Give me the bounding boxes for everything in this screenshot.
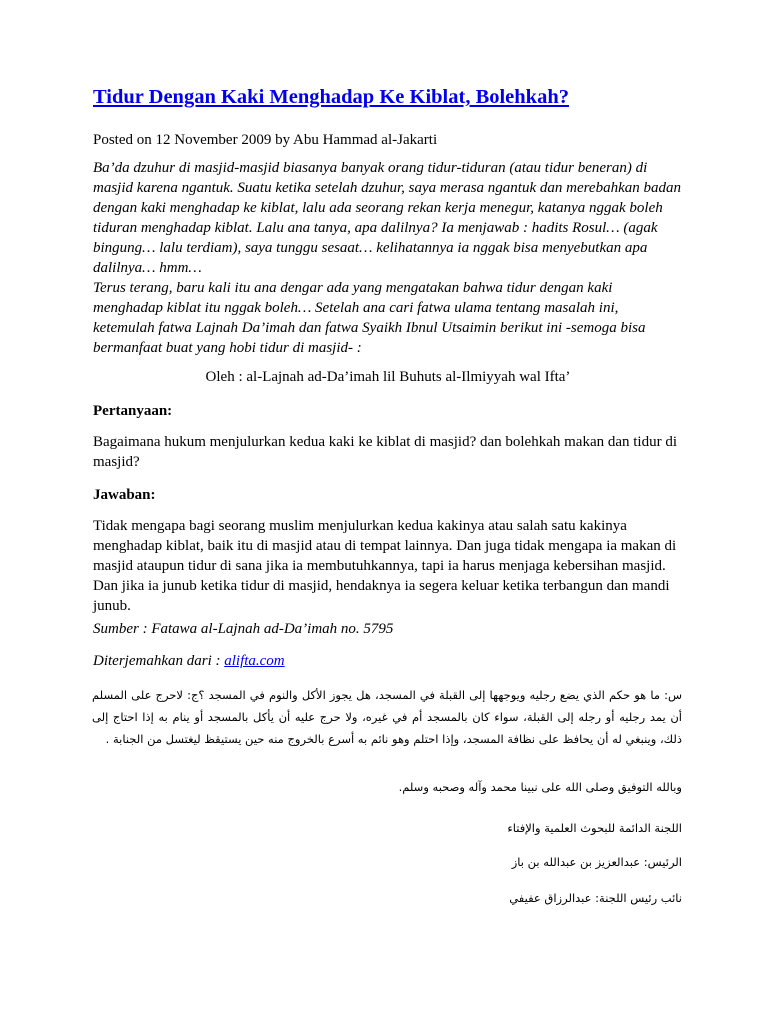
alifta-link[interactable]: alifta.com — [224, 653, 285, 669]
question-text: Bagaimana hukum menjulurkan kedua kaki ke kiblat di masjid? dan bolehkah makan dan tidur di masjid? — [93, 434, 678, 470]
arabic-committee-name: اللجنة الدائمة للبحوث العلمية والإفتاء — [507, 821, 682, 835]
intro-paragraph-2: Terus terang, baru kali itu ana dengar ada yang mengatakan bahwa tidur dengan kaki menghadap kiblat itu nggak boleh… Setelah ana cari fatwa ulama tentang masalah ini, ketemulah fatwa Lajnah Da’imah dan fatwa Syaikh Ibnul Utsaimin berikut ini -semoga bisa bermanfaat buat yang hobi tidur di masjid- : — [93, 280, 646, 356]
translated-from-label: Diterjemahkan dari : — [93, 653, 225, 669]
fatwa-credit: Oleh : al-Lajnah ad-Da’imah lil Buhuts al-Ilmiyyah wal Ifta’ — [205, 369, 571, 385]
question-heading: Pertanyaan: — [93, 403, 173, 419]
arabic-chairman: الرئيس: عبدالعزيز بن عبدالله بن باز — [511, 855, 682, 869]
post-meta: Posted on 12 November 2009 by Abu Hammad al-Jakarti — [93, 132, 438, 148]
translated-from-line — [93, 651, 683, 671]
answer-text: Tidak mengapa bagi seorang muslim menjulurkan kedua kakinya atau salah satu kakinya menghadap kiblat, baik itu di masjid atau di tempat lainnya. Dan juga tidak mengapa ia makan di masjid ataupun tidur di sana jika ia membutuhkannya, tapi ia harus menjaga kebersihan masjid. Dan jika ia junub ketika tidur di masjid, hendaknya ia segera keluar ketika terbangun dan mandi junub. — [93, 518, 677, 614]
arabic-closing: وبالله التوفيق وصلى الله على نبينا محمد وآله وصحبه وسلم. — [398, 780, 682, 794]
answer-heading: Jawaban: — [93, 487, 156, 503]
intro-paragraph-1: Ba’da dzuhur di masjid-masjid biasanya banyak orang tidur-tiduran (atau tidur beneran) di masjid karena ngantuk. Suatu ketika setelah dzuhur, saya merasa ngantuk dan merebahkan badan dengan kaki menghadap ke kiblat, lalu ada seorang rekan kerja menegur, katanya nggak boleh tiduran menghadap kiblat. Lalu ana tanya, apa dalilnya? Ia menjawab : hadits Rosul… (agak bingung… lalu terdiam), saya tunggu sesaat… kelihatannya ia nggak bisa menyebutkan apa dalilnya… hmm… — [93, 160, 681, 276]
source-line: Sumber : Fatawa al-Lajnah ad-Da’imah no. 5795 — [93, 621, 394, 637]
arabic-vice-chairman: نائب رئيس اللجنة: عبدالرزاق عفيفي — [509, 891, 682, 905]
article-title-link[interactable]: Tidur Dengan Kaki Menghadap Ke Kiblat, Bolehkah? — [93, 86, 569, 108]
arabic-question-answer: س: ما هو حكم الذي يضع رجليه ويوجهها إلى القبلة في المسجد، هل يجوز الأكل والنوم في المسجد ؟ج: لاحرج على المسلم أن يمد رجليه أو رجله إلى القبلة، سواء كان بالمسجد أم في غيره، ولا حرج عليه أن يأكل بالمسجد أو ينام به إذا احتاج إلى ذلك، وينبغي له أن يحافظ على نظافة المسجد، وإذا احتلم وهو نائم به أسرع بالخروج منه حين يستيقظ ليغتسل من الجنابة . — [92, 688, 682, 746]
